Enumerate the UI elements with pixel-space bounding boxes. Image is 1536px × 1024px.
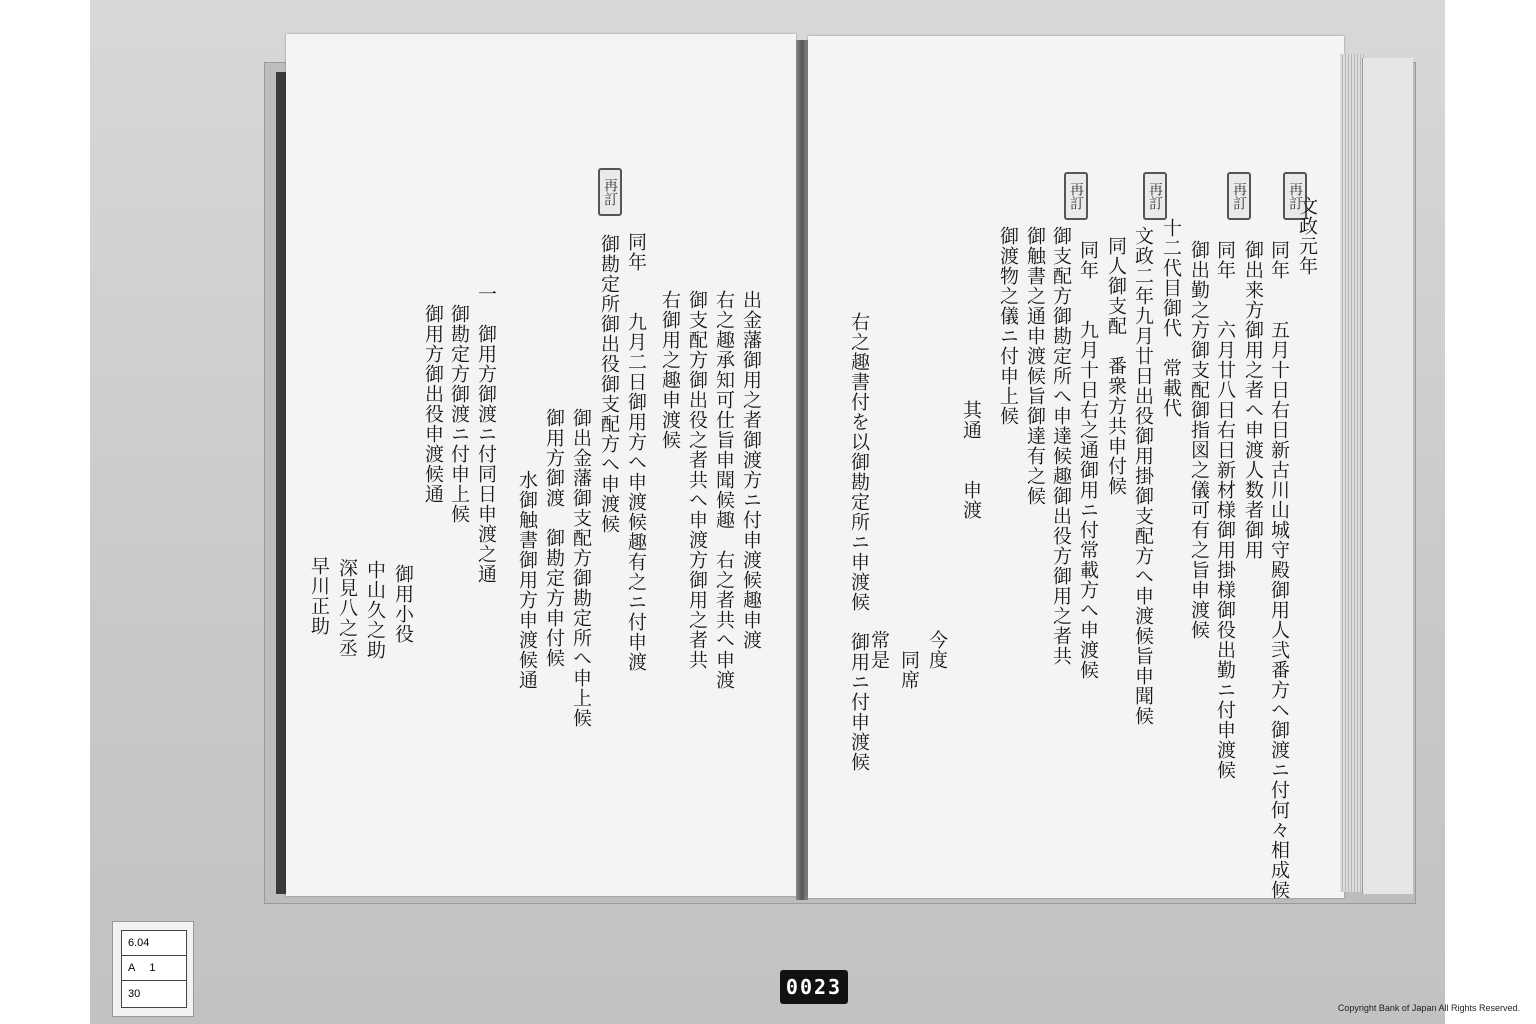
text-column: 同年 六月廿八日右日新材様御用掛様御役出勤ニ付申渡候 (1214, 240, 1236, 780)
copyright-notice: Copyright Bank of Japan All Rights Reserved. (1337, 1003, 1520, 1013)
text-column: 御勘定所御出役御支配方へ申渡候 (598, 234, 620, 534)
text-column: 右御用之趣申渡候 (659, 290, 681, 450)
revision-stamp: 再訂 (1143, 172, 1167, 220)
text-column: 御渡物之儀ニ付申上候 (997, 226, 1019, 426)
archive-label-value: 6.04 (128, 937, 150, 949)
text-column: 御出来方御用之者へ申渡人数者御用 (1242, 240, 1264, 560)
signature-column: 御用小役 (392, 564, 414, 644)
archive-label-row (122, 981, 186, 1006)
text-column: 右之趣書付を以御勘定所ニ申渡候 御用ニ付申渡候 (848, 312, 870, 772)
text-column: 十二代目御代 常載代 (1160, 218, 1182, 418)
text-column: 同年 五月十日右日新古川山城守殿御用人弐番方ヘ御渡ニ付何々相成候 (1268, 240, 1290, 900)
text-column: 一 御用方御渡ニ付同日申渡之通 (475, 284, 497, 584)
book-gutter (796, 40, 808, 900)
archive-label-value: 1 (149, 962, 156, 974)
signature-column: 今度 (926, 630, 948, 670)
archive-label (112, 921, 194, 1017)
revision-stamp: 再訂 (1064, 172, 1088, 220)
archive-label-value: A (128, 962, 136, 974)
text-column: 文政元年 (1296, 196, 1318, 276)
text-column: 御支配方御出役之者共へ申渡方御用之者共 (686, 290, 708, 670)
text-column: 出金藩御用之者御渡方ニ付申渡候趣申渡 (740, 290, 762, 650)
signature-column: 早川正助 (308, 556, 330, 636)
signature-column: 深見八之丞 (336, 558, 358, 658)
signature-column: 常是 (868, 630, 890, 670)
text-column: 御出金藩御支配方御勘定所へ申上候 (570, 408, 592, 728)
text-column: 其通 申渡 (960, 400, 982, 520)
text-column: 同年 九月十日右之通御用ニ付常載方へ申渡候 (1077, 240, 1099, 680)
frame-number: 0023 (780, 970, 848, 1004)
text-column: 御出勤之方御支配御指図之儀可有之旨申渡候 (1188, 240, 1210, 640)
text-column: 御支配方御勘定所へ申達候趣御出役方御用之者共 (1050, 226, 1072, 666)
page-edges (1340, 54, 1364, 892)
signature-column: 同席 (898, 650, 920, 690)
revision-stamp: 再訂 (598, 168, 622, 216)
archive-label-row (122, 931, 186, 956)
text-column: 水御触書御用方申渡候通 (516, 470, 538, 690)
text-column: 同人御支配 番衆方共申付候 (1105, 236, 1127, 496)
text-column: 御用方御出役申渡候通 (422, 304, 444, 504)
text-column: 御勘定方御渡ニ付申上候 (448, 304, 470, 524)
text-column: 文政二年九月廿日出役御用掛御支配方へ申渡候旨申聞候 (1132, 226, 1154, 726)
back-cover-edge (1362, 58, 1413, 894)
text-column: 同年 九月二日御用方へ申渡候趣有之ニ付申渡 (625, 232, 647, 672)
text-column: 御用方御渡 御勘定方申付候 (543, 408, 565, 668)
archive-label-row (122, 956, 186, 981)
text-column: 右之趣承知可仕旨申聞候趣 右之者共へ申渡 (713, 290, 735, 690)
revision-stamp: 再訂 (1283, 172, 1307, 220)
archive-label-value: 30 (128, 987, 141, 1000)
text-column: 御触書之通申渡候旨御達有之候 (1024, 226, 1046, 506)
revision-stamp: 再訂 (1227, 172, 1251, 220)
archive-label-table (121, 930, 187, 1008)
signature-column: 中山久之助 (364, 560, 386, 660)
